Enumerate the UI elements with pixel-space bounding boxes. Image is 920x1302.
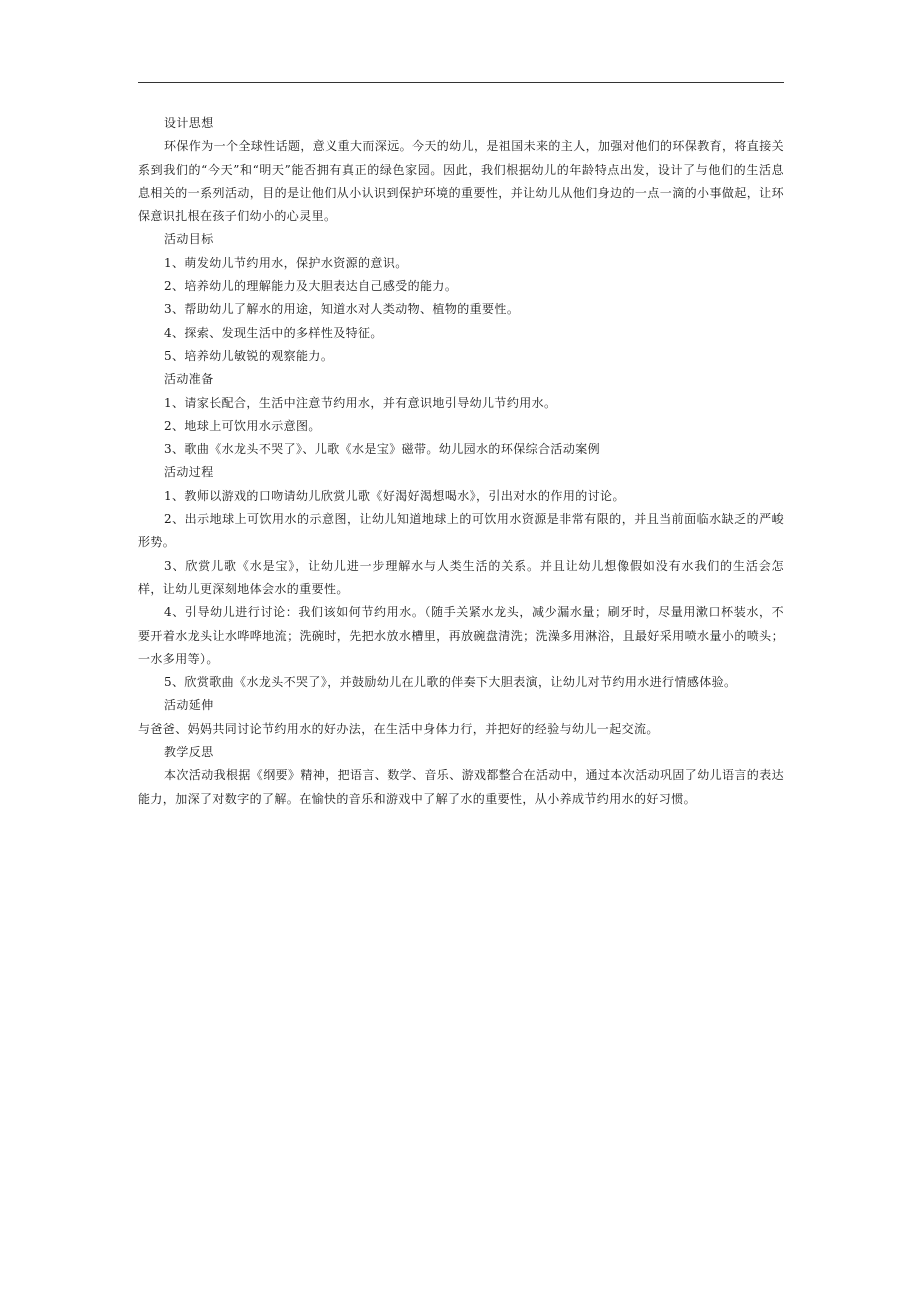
list-item: 1、萌发幼儿节约用水，保护水资源的意识。: [164, 255, 408, 270]
paragraph: 与爸爸、妈妈共同讨论节约用水的好办法，在生活中身体力行，并把好的经验与幼儿一起交流。: [138, 721, 659, 736]
list-item: 2、地球上可饮用水示意图。: [164, 418, 321, 433]
section-heading: 活动准备: [164, 372, 214, 387]
list-item: 3、帮助幼儿了解水的用途，知道水对人类动物、植物的重要性。: [164, 302, 520, 317]
list-item: 5、欣赏歌曲《水龙头不哭了》，并鼓励幼儿在儿歌的伴奏下大胆表演，让幼儿对节约用水进行情感体验。: [164, 675, 737, 690]
list-item: 3、歌曲《水龙头不哭了》、儿歌《水是宝》磁带。幼儿园水的环保综合活动案例: [164, 442, 601, 457]
section-heading: 活动目标: [164, 232, 214, 247]
list-item: 2、出示地球上可饮用水的示意图，让幼儿知道地球上的可饮用水资源是非常有限的，并且当前面临水缺乏的严峻形势。: [138, 512, 784, 550]
list-item: 4、探索、发现生活中的多样性及特征。: [164, 325, 383, 340]
section-heading: 设计思想: [164, 116, 214, 130]
header-rule: [138, 82, 784, 83]
list-item: 4、引导幼儿进行讨论：我们该如何节约用水。（随手关紧水龙头，减少漏水量；刷牙时，尽量用漱口杯装水，不要开着水龙头让水哗哗地流；洗碗时，先把水放水槽里，再放碗盘清洗；洗澡多用淋浴，且最好采用喷水量小的喷头；一水多用等）。: [138, 605, 784, 666]
paragraph: 环保作为一个全球性话题，意义重大而深远。今天的幼儿，是祖国未来的主人，加强对他们的环保教育，将直接关系到我们的“今天”和“明天”能否拥有真正的绿色家园。因此，我们根据幼儿的年龄特点出发，设计了与他们的生活息息相关的一系列活动，目的是让他们从小认识到保护环境的重要性，并让幼儿从他们身边的一点一滴的小事做起，让环保意识扎根在孩子们幼小的心灵里。: [138, 139, 785, 224]
list-item: 2、培养幼儿的理解能力及大胆表达自己感受的能力。: [164, 279, 458, 294]
list-item: 1、教师以游戏的口吻请幼儿欣赏儿歌《好渴好渴想喝水》，引出对水的作用的讨论。: [164, 488, 625, 503]
list-item: 1、请家长配合，生活中注意节约用水，并有意识地引导幼儿节约用水。: [164, 395, 557, 410]
list-item: 3、欣赏儿歌《水是宝》，让幼儿进一步理解水与人类生活的关系。并且让幼儿想像假如没有水我们的生活会怎样，让幼儿更深刻地体会水的重要性。: [138, 558, 784, 596]
section-heading: 教学反思: [164, 745, 214, 760]
paragraph: 本次活动我根据《纲要》精神，把语言、数学、音乐、游戏都整合在活动中，通过本次活动巩固了幼儿语言的表达能力，加深了对数字的了解。在愉快的音乐和游戏中了解了水的重要性，从小养成节约用水的好习惯。: [138, 768, 785, 806]
section-heading: 活动过程: [164, 465, 214, 480]
document-body: [138, 112, 784, 811]
list-item: 5、培养幼儿敏锐的观察能力。: [164, 348, 334, 363]
section-heading: 活动延伸: [164, 698, 214, 713]
